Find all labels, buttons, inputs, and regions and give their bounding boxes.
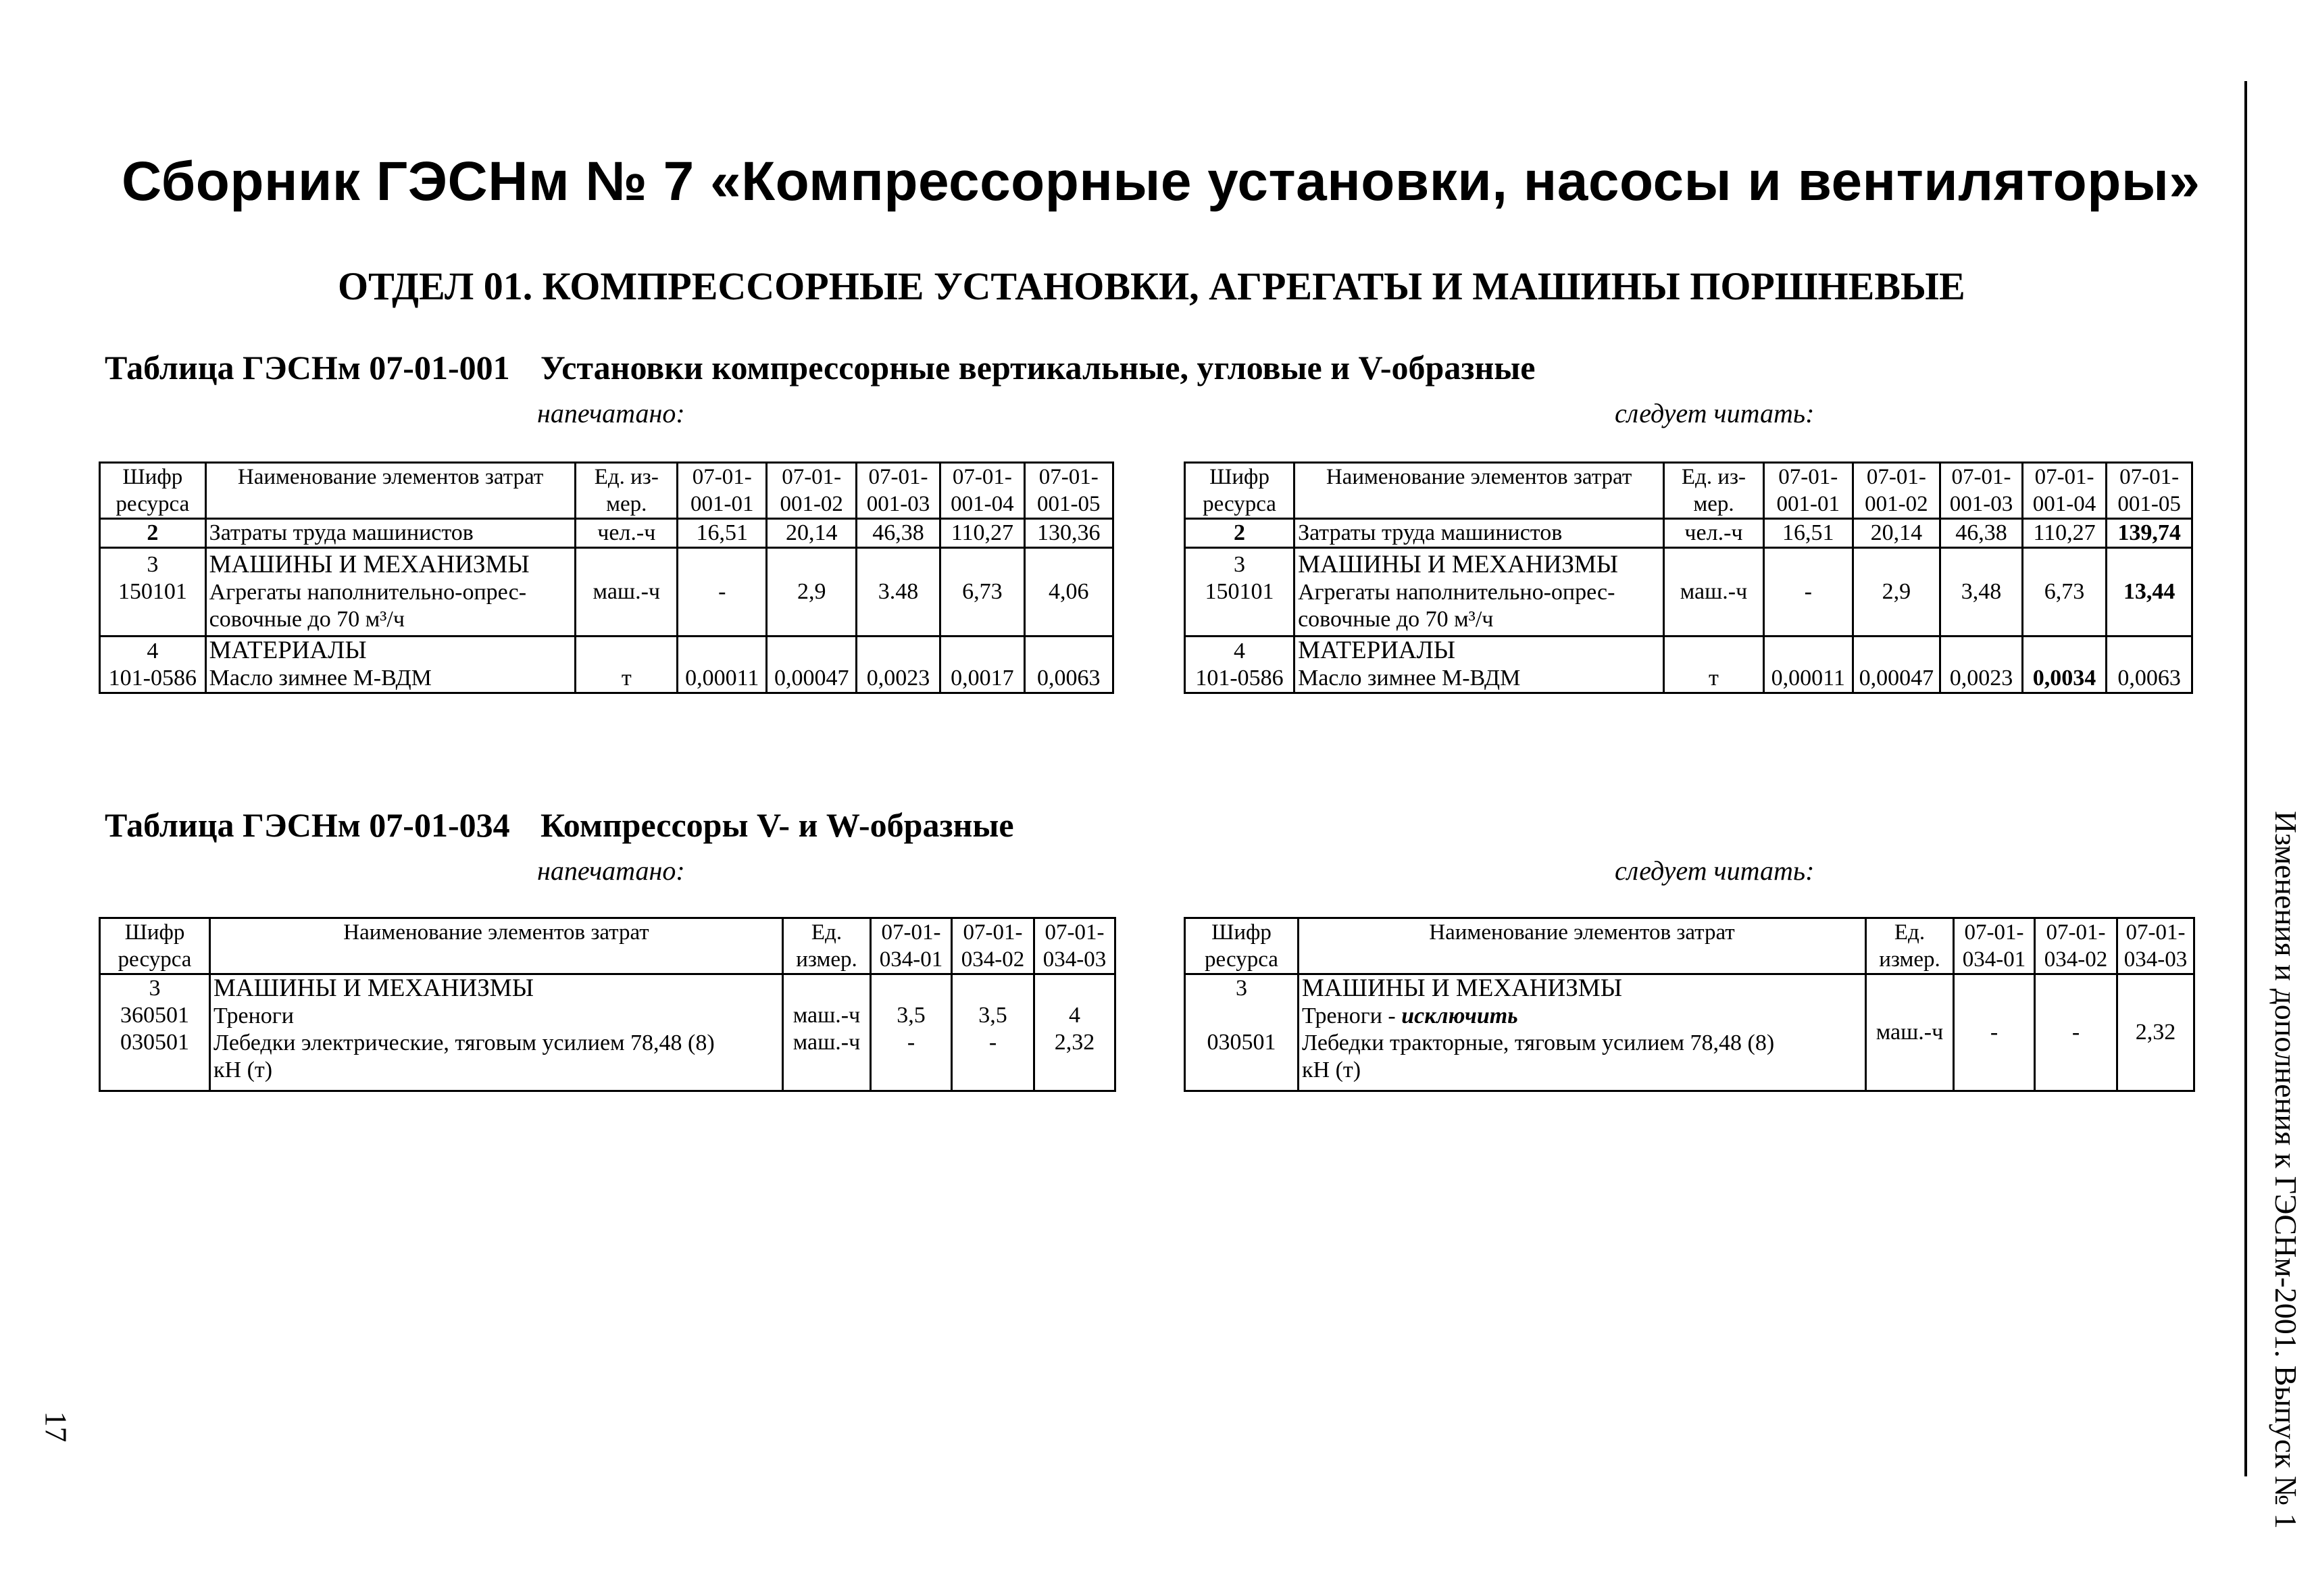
changed-value: 13,44 [2107,548,2192,637]
table1-printed [99,462,1114,694]
header-col: 07-01- 034-02 [952,918,1034,974]
page-title: Сборник ГЭСНм № 7 «Компрессорные установки, насосы и вентиляторы» [122,151,2200,212]
table-row: 3 030501 МАШИНЫ И МЕХАНИЗМЫ Треноги - исключить Лебедки тракторные, тяговым усилием 78,48 (8) кН (т) маш.-ч - - 2,32 [1185,974,2194,1091]
header-resource-code: Шифр ресурса [1185,463,1294,519]
table1-printed-label: напечатано: [537,398,685,428]
header-col: 07-01- 001-05 [1024,463,1113,519]
header-col: 07-01- 001-01 [678,463,767,519]
header-col: 07-01- 001-03 [856,463,940,519]
header-col: 07-01- 001-05 [2107,463,2192,519]
table-row: 2 Затраты труда машинистов чел.-ч 16,51 20,14 46,38 110,27 130,36 [100,519,1113,548]
table-row: 4 101-0586 МАТЕРИАЛЫ Масло зимнее М-ВДМ т 0,00011 0,00047 0,0023 0,0034 0,0063 [1185,637,2192,693]
changed-value: 139,74 [2107,519,2192,548]
header-col: 07-01- 001-01 [1763,463,1853,519]
table-row: 3 150101 МАШИНЫ И МЕХАНИЗМЫ Агрегаты наполнительно-опрес- совочные до 70 м³/ч маш.-ч - 2,9 3.48 6,73 4,06 [100,548,1113,637]
header-col: 07-01- 001-02 [767,463,856,519]
table2-printed-label: напечатано: [537,855,685,886]
table2-printed [99,917,1116,1092]
header-cost-name: Наименование элементов затрат [1294,463,1664,519]
table-row: 2 Затраты труда машинистов чел.-ч 16,51 20,14 46,38 110,27 139,74 [1185,519,2192,548]
table-header-row [100,463,1113,519]
header-cost-name: Наименование элементов затрат [1299,918,1866,974]
delete-note: исключить [1401,1003,1518,1028]
header-cost-name: Наименование элементов затрат [205,463,576,519]
table-row: 3 360501 030501 МАШИНЫ И МЕХАНИЗМЫ Треноги Лебедки электрические, тяговым усилием 78,48 (8) кН (т) маш.-ч маш.-ч 3,5 - 3,5 - 4 2,32 [100,974,1115,1091]
header-col: 07-01- 034-03 [2117,918,2194,974]
table2-heading [105,805,1014,845]
table2-corrected [1184,917,2195,1092]
table-header-row [1185,918,2194,974]
side-caption: Изменения и дополнения к ГЭСНм-2001. Выпуск № 1 [2269,811,2303,1529]
header-col: 07-01- 001-04 [2022,463,2107,519]
table-header-row [100,918,1115,974]
header-col: 07-01- 034-01 [871,918,952,974]
changed-text: тракторные [1389,1030,1503,1055]
table2-read-label: следует читать: [1615,855,1815,886]
header-unit: Ед. измер. [1866,918,1954,974]
page-number: 17 [39,1411,74,1443]
header-col: 07-01- 001-03 [1940,463,2023,519]
header-col: 07-01- 001-02 [1853,463,1940,519]
table-row: 4 101-0586 МАТЕРИАЛЫ Масло зимнее М-ВДМ т 0,00011 0,00047 0,0023 0,0017 0,0063 [100,637,1113,693]
table1-code: Таблица ГЭСНм 07-01-001 [105,349,510,386]
header-col: 07-01- 034-01 [1954,918,2035,974]
header-resource-code: Шифр ресурса [100,463,206,519]
table1-corrected [1184,462,2193,694]
table1-name: Установки компрессорные вертикальные, угловые и V-образные [540,349,1536,386]
header-unit: Ед. из- мер. [576,463,678,519]
table-header-row [1185,463,2192,519]
header-cost-name: Наименование элементов затрат [210,918,783,974]
section-title: ОТДЕЛ 01. КОМПРЕССОРНЫЕ УСТАНОВКИ, АГРЕГАТЫ И МАШИНЫ ПОРШНЕВЫЕ [338,264,1965,308]
table1-read-label: следует читать: [1615,398,1815,428]
table2-name: Компрессоры V- и W-образные [540,806,1014,844]
header-col: 07-01- 034-02 [2035,918,2117,974]
header-resource-code: Шифр ресурса [100,918,210,974]
table2-code: Таблица ГЭСНм 07-01-034 [105,806,510,844]
header-resource-code: Шифр ресурса [1185,918,1299,974]
table-row: 3 150101 МАШИНЫ И МЕХАНИЗМЫ Агрегаты наполнительно-опрес- совочные до 70 м³/ч маш.-ч - 2,9 3,48 6,73 13,44 [1185,548,2192,637]
header-unit: Ед. из- мер. [1664,463,1764,519]
table1-heading [105,348,1536,387]
header-unit: Ед. измер. [783,918,871,974]
header-col: 07-01- 034-03 [1034,918,1115,974]
margin-rule [2244,81,2247,1476]
header-col: 07-01- 001-04 [940,463,1024,519]
changed-value: 0,0034 [2022,637,2107,693]
